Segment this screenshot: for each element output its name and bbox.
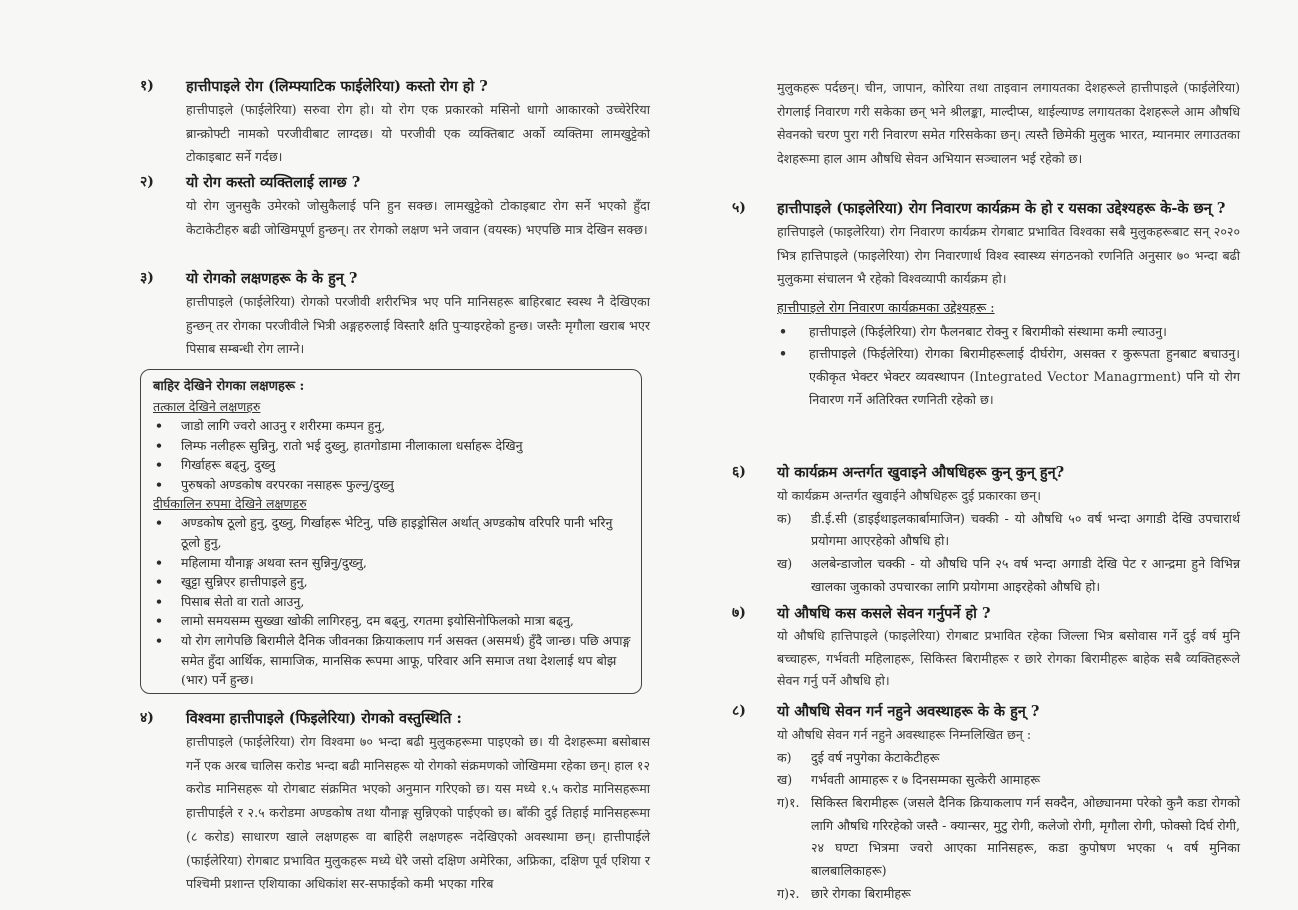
- section-number: ५): [732, 200, 746, 216]
- list-item: [777, 769, 1240, 792]
- section-3: [140, 268, 650, 361]
- list-item: • हात्तीपाइले (फिईलेरिया) रोग फैलनबाट रोक्नु र बिरामीको संस्थामा कमी ल्याउनु।: [777, 321, 1240, 344]
- list-marker: ख): [777, 555, 793, 571]
- section-8: [732, 701, 1240, 905]
- section-body: यो रोग जुनसुकै उमेरको जोसुकैलाई पनि हुन सक्छ। लामखुट्टेको टोकाइबाट रोग सर्ने भएको हुँदा केटाकेटीहरु बढी जोखिमपूर्ण हुन्छन्। तर रोगको लक्षण भने जवान (वयस्क) भएपछि मात्र देखिन सक्छ।: [186, 198, 650, 237]
- symptoms-box: [140, 369, 642, 694]
- box-subheading-immediate: तत्काल देखिने लक्षणहरु: [153, 399, 261, 414]
- list-text: गर्भवती आमाहरू र ७ दिनसम्मका सुत्केरी आमाहरू: [811, 772, 1041, 788]
- section-heading: यो औषधि सेवन गर्न नहुने अवस्थाहरू के के हुन् ?: [777, 703, 1040, 720]
- section-number: २): [140, 174, 154, 190]
- section-body: हात्तीपाइले (फाईलेरिया) रोग विश्वमा ७० भन्दा बढी मुलुकहरूमा पाइएको छ। यी देशहरूमा बसोबास गर्ने एक अरब चालिस करोड भन्दा बढी मानिसहरू यो रोगको संक्रमणको जोखिममा रहेका छन्। हाल १२ करोड मानिसहरू यो रोगबाट संक्रमित भएको अनुमान गरिएको छ। यस मध्ये १.५ करोड मानिसहरूमा हात्तीपाईले र २.५ करोडमा अण्डकोष तथा यौनाङ्ग सुन्निएको पाईएको छ। बाँकी दुई तिहाई मानिसहरूमा (८ करोड) साधारण खाले लक्षणहरू वा बाहिरी लक्षणहरू नदेखिएको अवस्थामा छन्। हात्तीपाईले (फाईलेरिया) रोगबाट प्रभावित मुलुकहरू मध्ये धेरै जसो दक्षिण अमेरिका, अफ्रिका, दक्षिण पूर्व एशिया र पश्चिमी प्रशान्त एशियाका अधिकांश सर-सफाईको कमी भएका गरिब: [186, 734, 650, 892]
- section-number: ३): [140, 270, 154, 286]
- list-item: [777, 553, 1240, 598]
- continued-paragraph: मुलुकहरू पर्दछन्। चीन, जापान, कोरिया तथा ताइवान लगायतका देशहरूले हात्तीपाइले (फाईलेरिया) रोगलाई निवारण गरी सकेका छन् भने श्रीलङ्का, माल्दीप्स, थाईल्याण्ड लगायतका देशहरूले आम औषधि सेवनको चरण पुरा गरी निवारण समेत गरिसकेका छन्। त्यस्तै छिमेकी मुलुक भारत, म्यानमार लगाउतका देशहरूमा हाल आम औषधि सेवन अभियान सञ्चालन भई रहेको छ।: [777, 80, 1240, 166]
- section-body: यो औषधि हात्तिपाइले (फाइलेरिया) रोगबाट प्रभावित रहेका जिल्ला भित्र बसोवास गर्ने दुई वर्ष मुनि बच्चाहरू, गर्भवती महिलाहरू, सिकिस्त बिरामीहरू र छारे रोगका बिरामीहरू बाहेक सबै व्यक्तिहरूले सेवन गर्नु पर्ने औषधि हो।: [777, 628, 1240, 689]
- list-marker: क): [777, 749, 792, 765]
- list-marker: क): [777, 510, 792, 526]
- section-body: यो औषधि सेवन गर्न नहुने अवस्थाहरू निम्नलिखित छन् :: [777, 727, 1032, 742]
- list-item: • गिर्खाहरू बढ्नु, दुख्नु: [153, 455, 631, 475]
- section-2: [140, 172, 650, 241]
- list-item: • हात्तीपाइले (फिईलेरिया) रोगका बिरामीहरूलाई दीर्घरोग, असक्त र कुरूपता हुनबाट बचाउनु। एकीकृत भेक्टर भेक्टर व्यवस्थापन (Integrated Vector Managrment) पनि यो रोग निवारण गर्ने अतिरिक्त रणनिती रहेको छ।: [777, 343, 1240, 411]
- section-body: हात्तीपाइले (फाईलेरिया) रोगको परजीवी शरीरभित्र भए पनि मानिसहरू बाहिरबाट स्वस्थ नै देखिएका हुन्छन् तर रोगका परजीवीले भित्री अङ्गहरुलाई विस्तारै क्षति पुऱ्याइरहेको हुन्छ। जस्तैः मृगौला खराब भएर पिसाब सम्बन्धी रोग लाग्ने।: [186, 294, 650, 356]
- list-item: [777, 508, 1240, 553]
- list-item: • जाडो लागि ज्वरो आउनु र शरीरमा कम्पन हुनु,: [153, 416, 631, 436]
- section-heading: यो कार्यक्रम अन्तर्गत खुवाइने औषधिहरू कुन् कुन् हुन्?: [777, 464, 1065, 481]
- list-item: [777, 883, 1240, 906]
- list-item: • महिलामा यौनाङ्ग अथवा स्तन सुन्निनु/दुख्नु,: [153, 553, 631, 573]
- section-4: [140, 708, 650, 896]
- section-heading: यो औषधि कस कसले सेवन गर्नुपर्ने हो ?: [777, 605, 991, 622]
- section-heading: हात्तीपाइले रोग (लिम्फ्याटिक फाईलेरिया) कस्तो रोग हो ?: [186, 78, 488, 95]
- list-text: सिकिस्त बिरामीहरू (जसले दैनिक क्रियाकलाप गर्न सक्दैन, ओछ्यानमा परेको कुनै कडा रोगको लागि औषधि गरिरहेको जस्तै - क्यान्सर, मुटु रोगी, कलेजो रोगी, मृगौला रोगी, फोक्सो दिर्घ रोगी, २४ घण्टा भित्रमा ज्वरो आएका मानिसहरू, कडा कुपोषण भएका ५ वर्ष मुनिका बालबालिकाहरू): [811, 794, 1240, 879]
- box-subheading-longterm: दीर्घकालिन रुपमा देखिने लक्षणहरु: [153, 496, 307, 512]
- section-7: [732, 603, 1240, 693]
- list-item: • यो रोग लागेपछि बिरामीले दैनिक जीवनका क्रियाकलाप गर्न असक्त (असमर्थ) हुँदै जान्छ। पछि अपाङ्ग समेत हुँदा आर्थिक, सामाजिक, मानसिक रूपमा आफू, परिवार अनि समाज तथा देशलाई थप बोझ (भार) पर्ने हुन्छ।: [153, 631, 631, 690]
- section-1: [140, 76, 650, 169]
- list-item: • लिम्फ नलीहरू सुन्निनु, रातो भई दुख्नु, हातगोडामा नीलाकाला धर्साहरू देखिनु: [153, 436, 631, 456]
- section-number: ८): [732, 703, 746, 719]
- list-marker: ग)१.: [777, 794, 800, 810]
- list-item: • लामो समयसम्म सुख्खा खोकी लागिरहनु, दम बढ्नु, रगतमा इयोसिनोफिलको मात्रा बढ्नु,: [153, 611, 631, 631]
- list-text: अलबेन्डाजोल चक्की - यो औषधि पनि २५ वर्ष भन्दा अगाडी देखि पेट र आन्द्रमा हुने विभिन्न खालका जुकाको उपचारका लागि प्रयोगमा आइरहेको औषधि हो।: [811, 555, 1240, 594]
- list-text: छारे रोगका बिरामीहरू: [811, 885, 911, 901]
- objectives-heading: हात्तीपाइले रोग निवारण कार्यक्रमका उद्देश्यहरू :: [777, 300, 995, 316]
- list-text: दुई वर्ष नपुगेका केटाकेटीहरू: [811, 749, 940, 765]
- section-number: ४): [140, 710, 154, 726]
- section-heading: हात्तीपाइले (फाइलेरिया) रोग निवारण कार्यक्रम के हो र यसका उद्देश्यहरू के-के छन् ?: [777, 200, 1226, 217]
- section-number: १): [140, 78, 154, 94]
- section-6: [732, 462, 1240, 598]
- section-heading: विश्वमा हात्तीपाइले (फिइलेरिया) रोगको वस्तुस्थिति :: [186, 710, 462, 727]
- list-item: [777, 747, 1240, 770]
- section-heading: यो रोग कस्तो व्यक्तिलाई लाग्छ ?: [186, 174, 361, 191]
- section-5: [732, 198, 1240, 411]
- list-item: • अण्डकोष ठूलो हुनु, दुख्नु, गिर्खाहरू भेटिनु, पछि हाइड्रोसिल अर्थात् अण्डकोष वरिपरि पानी भरिनु ठूलो हुनु,: [153, 513, 631, 552]
- section-number: ७): [732, 605, 746, 621]
- section-body: यो कार्यक्रम अन्तर्गत खुवाईने औषधिहरू दुई प्रकारका छन्।: [777, 488, 1042, 503]
- list-marker: ख): [777, 772, 793, 788]
- section-heading: यो रोगको लक्षणहरू के के हुन् ?: [186, 270, 358, 287]
- list-item: • पुरुषको अण्डकोष वरपरका नसाहरू फुल्नु/दुख्नु: [153, 475, 631, 495]
- list-item: [777, 792, 1240, 883]
- list-marker: ग)२.: [777, 885, 800, 901]
- section-body: हात्तीपाइले (फाईलेरिया) सरुवा रोग हो। यो रोग एक प्रकारको मसिनो धागो आकारको उच्चेरेरिया ब्रान्क्रोफ्टी नामको परजीवीबाट लाग्दछ। यो परजीवी एक व्यक्तिबाट अर्को व्यक्तिमा लामखुट्टेको टोकाइबाट सर्ने गर्दछ।: [186, 102, 650, 164]
- list-text: डी.ई.सी (डाइईथाइलकार्बामाजिन) चक्की - यो औषधि ५० वर्ष भन्दा अगाडी देखि उपचारार्थ प्रयोगमा आएरहेको औषधि हो।: [811, 510, 1240, 549]
- section-body: हात्तिपाइले (फाइलेरिया) रोग निवारण कार्यक्रम रोगबाट प्रभावित विश्वका सबै मुलुकहरूबाट सन् २०२० भित्र हात्तिपाइले (फाइलेरिया) रोग निवारणार्थ विश्व स्वास्थ्य संगठनको रणनिति अनुसार ७० भन्दा बढी मुलुकमा संचालन भै रहेको विश्वव्यापी कार्यक्रम हो।: [777, 224, 1240, 286]
- list-item: • पिसाब सेतो वा रातो आउनु,: [153, 592, 631, 612]
- list-item: • खुट्टा सुन्निएर हात्तीपाइले हुनु,: [153, 572, 631, 592]
- section-number: ६): [732, 464, 746, 480]
- box-title: बाहिर देखिने रोगका लक्षणहरू :: [153, 379, 305, 394]
